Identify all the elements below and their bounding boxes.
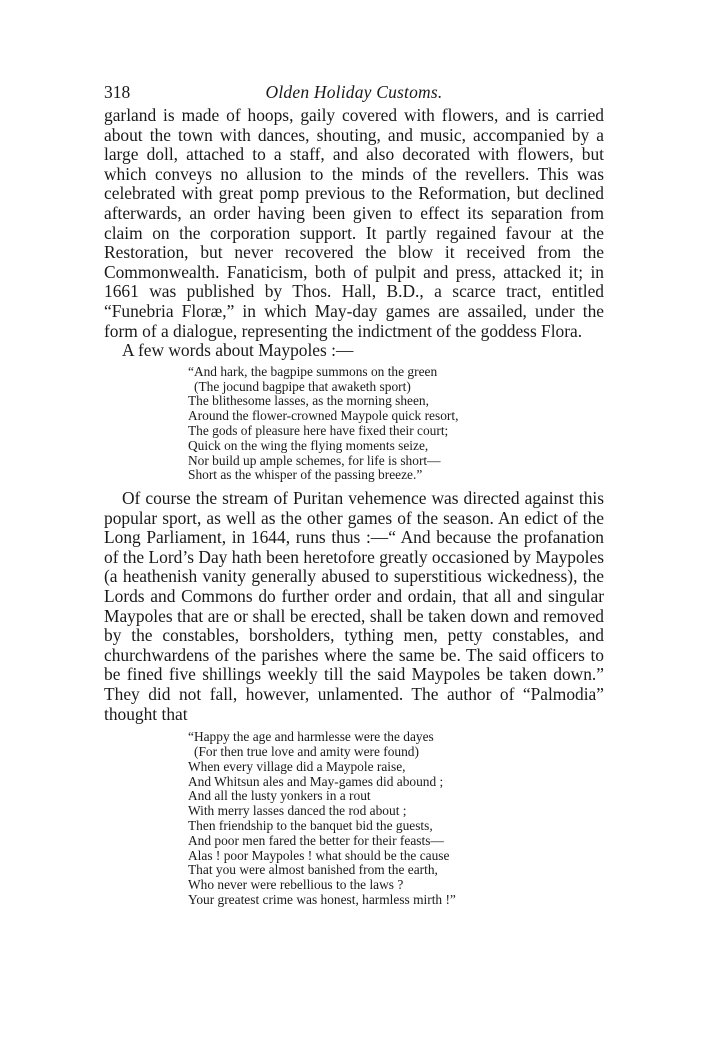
verse-line: “Happy the age and harmlesse were the dayes bbox=[188, 729, 434, 745]
verse-line: Then friendship to the banquet bid the guests, bbox=[188, 818, 433, 833]
verse-line: Quick on the wing the flying moments seize, bbox=[188, 437, 429, 453]
paragraph-maypoles-intro: A few words about Maypoles :— bbox=[122, 340, 354, 361]
verse-line: (The jocund bagpipe that awaketh sport) bbox=[194, 378, 411, 394]
verse-line: Nor build up ample schemes, for life is short— bbox=[188, 452, 441, 468]
verse-line: Around the flower-crowned Maypole quick resort, bbox=[188, 408, 459, 424]
running-head bbox=[104, 78, 604, 106]
verse-line: Alas ! poor Maypoles ! what should be the cause bbox=[188, 847, 450, 863]
verse-line: And all the lusty yonkers in a rout bbox=[188, 788, 371, 804]
verse-line: “And hark, the bagpipe summons on the green bbox=[188, 363, 438, 379]
verse-line: (For then true love and amity were found) bbox=[194, 744, 419, 760]
verse-palmodia bbox=[104, 730, 604, 908]
verse-line: Who never were rebellious to the laws ? bbox=[188, 877, 404, 893]
verse-bagpipe bbox=[104, 365, 604, 483]
verse-line: And poor men fared the better for their feasts— bbox=[188, 832, 444, 848]
verse-line: Your greatest crime was honest, harmless mirth !” bbox=[188, 891, 456, 907]
paragraph-garland: garland is made of hoops, gaily covered with flowers, and is carried about the town with dances, shouting, and music, accompanied by a large doll, attached to a staff, and also decorated with flowers, but which conveys no allusion to the minds of the revellers. This was celebrated with great pomp previous to the Reformation, but declined afterwards, an order having been given to effect its separation from claim on the corporation support. It partly regained favour at the Restoration, but never recovered the blow it received from the Commonwealth. Fanaticism, both of pulpit and press, attacked it; in 1661 was published by Thos. Hall, B.D., a scarce tract, entitled “Funebria Floræ,” in which May-day games are assailed, under the form of a dialogue, representing the indictment of the goddess Flora. bbox=[104, 105, 604, 341]
verse-line: The blithesome lasses, as the morning sheen, bbox=[188, 393, 429, 409]
verse-line: The gods of pleasure here have fixed their court; bbox=[188, 422, 449, 438]
paragraph-puritan-edict: Of course the stream of Puritan vehemence was directed against this popular sport, as well as the other games of the season. An edict of the Long Parliament, in 1644, runs thus :—“ And because the profanation of the Lord’s Day hath been heretofore greatly occasioned by Maypoles (a heathenish vanity generally abused to superstitious wickedness), the Lords and Commons do further order and ordain, that all and singular Maypoles that are or shall be erected, shall be taken down and removed by the constables, borsholders, tything men, petty constables, and churchwardens of the parishes where the same be. The said officers to be fined five shillings weekly till the said Maypoles be taken down.” They did not fall, however, unlamented. The author of “Palmodia” thought that bbox=[104, 488, 604, 724]
verse-line: Short as the whisper of the passing breeze.” bbox=[188, 467, 423, 483]
book-page bbox=[104, 78, 604, 914]
verse-line: And Whitsun ales and May-games did abound ; bbox=[188, 773, 444, 789]
verse-line: With merry lasses danced the rod about ; bbox=[188, 803, 407, 819]
running-title: Olden Holiday Customs. bbox=[265, 82, 443, 102]
page-number: 318 bbox=[104, 82, 131, 102]
verse-line: That you were almost banished from the earth, bbox=[188, 862, 438, 878]
verse-line: When every village did a Maypole raise, bbox=[188, 758, 406, 774]
